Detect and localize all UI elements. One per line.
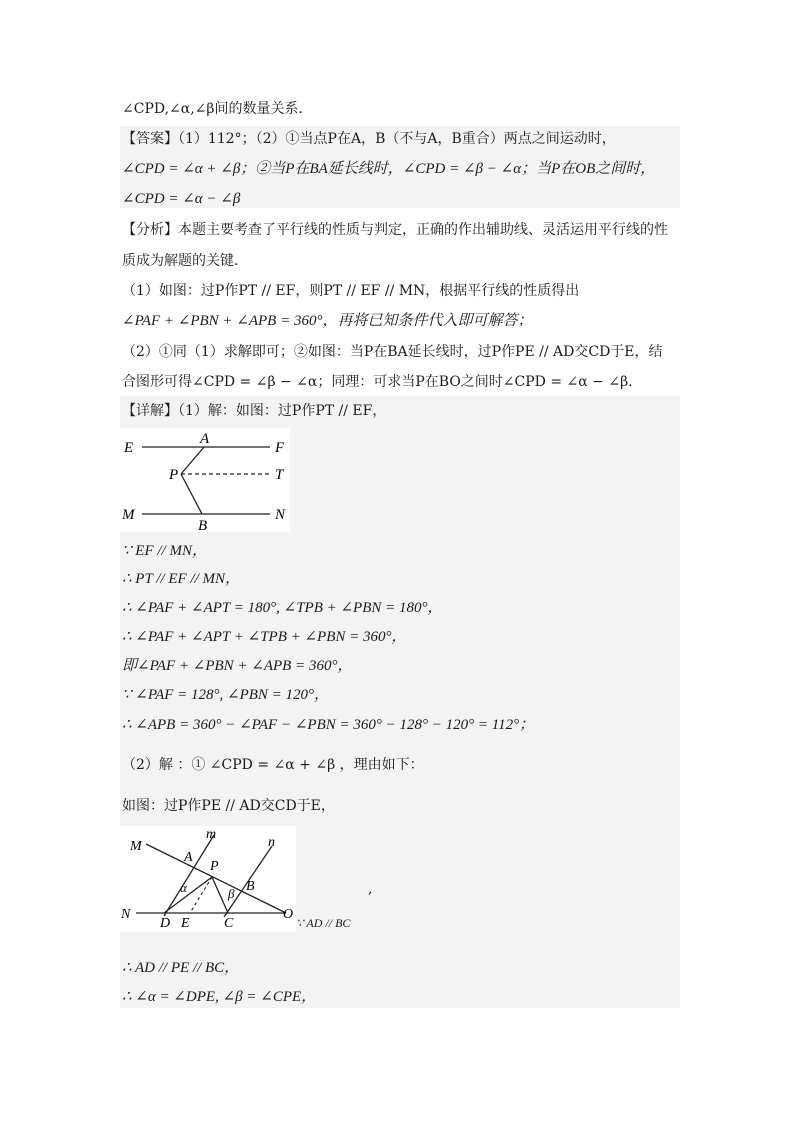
since-ad-parallel-bc: ∵ AD // BC [296,916,351,930]
detail-line-3: ∴ PT // EF // MN， [122,571,241,587]
fig1-label-M: M [122,507,135,523]
detail-line-11: ∴ AD // PE // BC， [122,960,240,976]
figure-2-svg [120,826,296,932]
fig1-label-A: A [200,431,210,447]
fig2-label-C: C [224,916,234,931]
analysis-line-1: 【分析】本题主要考查了平行线的性质与判定，正确的作出辅助线、灵活运用平行线的性 [122,222,668,238]
detail-line-4: ∴ ∠PAF + ∠APT = 180°, ∠TPB + ∠PBN = 180°， [122,600,443,616]
detail-line-5: ∴ ∠PAF + ∠APT + ∠TPB + ∠PBN = 360°， [122,629,407,645]
detail-line-8: ∴ ∠APB = 360° − ∠PAF − ∠PBN = 360° − 128° − 120° = 112°； [122,717,535,733]
analysis-line-3: （1）如图：过P作PT // EF，则PT // EF // MN，根据平行线的性质得出 [122,283,580,299]
fig1-label-B: B [198,518,208,532]
fig1-label-P: P [169,467,179,483]
fig2-label-E: E [181,916,190,931]
fig2-label-B: B [246,879,255,894]
fig2-label-P: P [210,859,219,874]
fig1-label-N: N [275,507,286,523]
figure-parallel-lines-2 [120,826,296,932]
analysis-line-6: 合图形可得∠CPD = ∠β − ∠α；同理：可求当P在BO之间时∠CPD = ∠α − ∠β. [122,374,633,390]
fig2-label-O: O [283,907,294,922]
answer-line-3: ∠CPD = ∠α − ∠β [122,191,241,207]
fig1-label-E: E [124,440,134,456]
fig2-label-m: m [206,827,217,842]
fig2-label-M: M [130,839,142,854]
fig1-label-T: T [275,467,284,483]
detail-line-9: （2）解 ：① ∠CPD = ∠α + ∠β ，理由如下： [122,757,424,773]
figure-1-svg [120,428,290,532]
question-line: ∠CPD,∠α,∠β间的数量关系. [122,101,303,117]
analysis-line-2: 质成为解题的关键. [122,253,239,269]
answer-line-2: ∠CPD = ∠α + ∠β；②当P在BA延长线时，∠CPD = ∠β − ∠α；当P在OB之间时， [122,161,656,177]
detail-line-7: ∵ ∠PAF = 128°, ∠PBN = 120°， [122,687,330,703]
fig2-label-N: N [121,907,131,922]
detail-line-10: 如图：过P作PE // AD交CD于E， [122,798,335,814]
detail-line-2: ∵ EF // MN， [122,543,207,559]
analysis-line-4: ∠PAF + ∠PBN + ∠APB = 360°，再将已知条件代入即可解答； [122,313,533,329]
fig2-label-n: n [268,835,275,850]
fig2-label-alpha: α [180,880,187,895]
detail-line-6: 即∠PAF + ∠PBN + ∠APB = 360°， [122,658,353,674]
analysis-line-5: （2）①同（1）求解即可；②如图：当P在BA延长线时，过P作PE // AD交CD于E，结 [122,344,663,360]
fig2-label-beta: β [228,886,235,901]
detail-line-1: 【详解】（1）解：如图：过P作PT // EF， [122,403,387,419]
figure-parallel-lines-1 [120,428,290,532]
fig2-label-D: D [160,916,171,931]
fig1-label-F: F [275,440,285,456]
fig2-comma: , [368,881,373,897]
fig2-label-A: A [184,850,193,865]
detail-line-12: ∴ ∠α = ∠DPE, ∠β = ∠CPE， [122,989,317,1005]
answer-line-1: 【答案】（1）112°；（2）①当点P在A，B（不与A，B重合）两点之间运动时， [122,131,616,147]
